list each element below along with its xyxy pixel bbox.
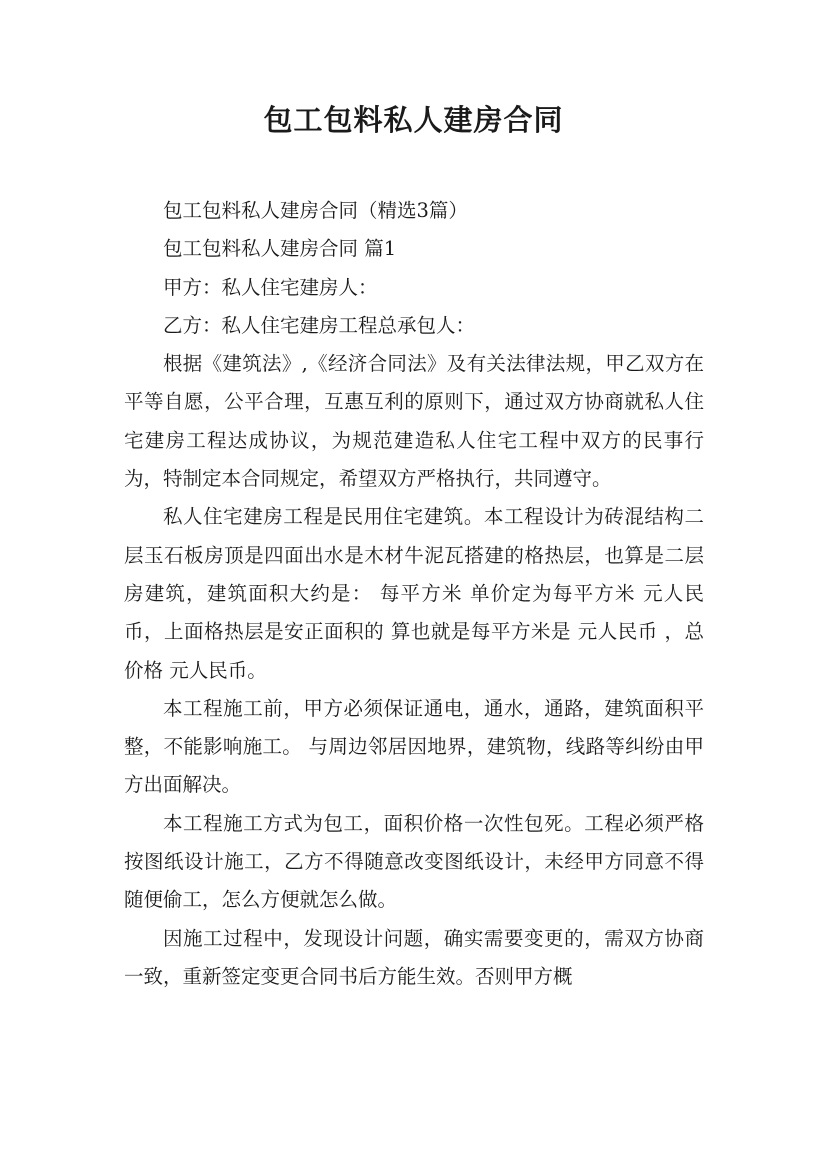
paragraph-legal-basis: 根据《建筑法》,《经济合同法》及有关法律法规，甲乙双方在平等自愿，公平合理，互惠互利的原则下，通过双方协商就私人住宅建房工程达成协议，为规范建造私人住宅工程中双方的民事行为，特制定本合同规定，希望双方严格执行，共同遵守。 [124,352,704,491]
paragraph-party-b: 乙方：私人住宅建房工程总承包人： [163,313,476,337]
paragraph-section-heading: 包工包料私人建房合同 篇1 [163,237,397,261]
paragraph-design-changes: 因施工过程中，发现设计问题，确实需要变更的，需双方协商一致，重新签定变更合同书后方能生效。否则甲方概 [124,926,704,988]
paragraph-preconditions: 本工程施工前，甲方必须保证通电，通水，通路，建筑面积平整，不能影响施工。 与周边邻居因地界，建筑物，线路等纠纷由甲方出面解决。 [124,696,704,797]
document-title: 包工包料私人建房合同 [263,103,564,137]
document-body [124,192,704,996]
paragraph-project-description: 私人住宅建房工程是民用住宅建筑。本工程设计为砖混结构二层玉石板房顶是四面出水是木材牛泥瓦搭建的格热层，也算是二层房建筑，建筑面积大约是： 每平方米 单价定为每平方米 元人民币，上面格热层是安正面积的 算也就是每平方米是 元人民币 ，总价格 元人民币。 [124,505,704,682]
paragraph-party-a: 甲方：私人住宅建房人： [163,275,378,299]
paragraph-subtitle: 包工包料私人建房合同（精选3篇） [163,199,468,222]
paragraph-construction-method: 本工程施工方式为包工，面积价格一次性包死。工程必须严格按图纸设计施工，乙方不得随意改变图纸设计，未经甲方同意不得随便偷工，怎么方便就怎么做。 [124,811,704,912]
